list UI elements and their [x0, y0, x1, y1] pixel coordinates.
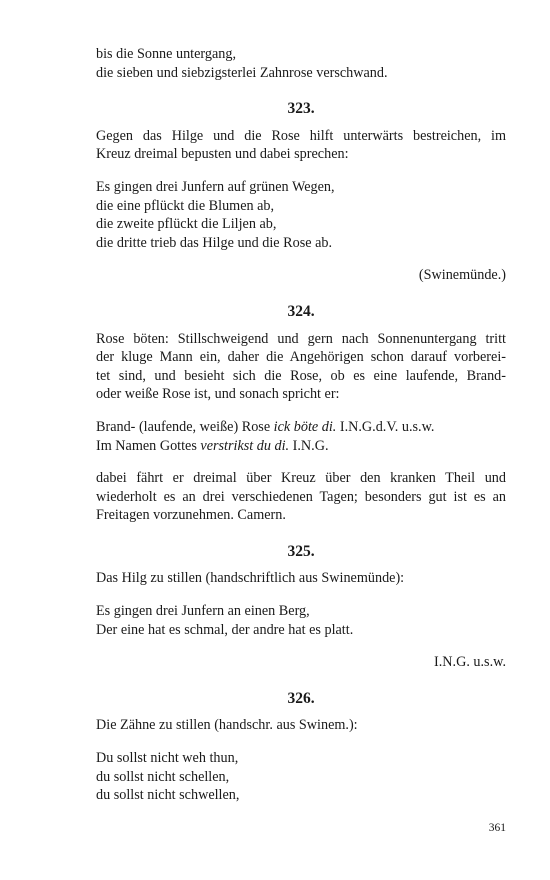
section-323-verse	[96, 178, 506, 252]
verse-text: I.N.G.	[289, 437, 329, 454]
section-323-intro	[96, 127, 506, 164]
verse-line	[96, 437, 506, 456]
verse-italic: ick böte di.	[273, 418, 337, 435]
verse-line: Es gingen drei Junfern auf grünen Wegen,	[96, 178, 335, 195]
section-number-323: 323.	[287, 100, 315, 118]
section-324-outro	[96, 469, 506, 525]
verse-line: du sollst nicht schwellen,	[96, 787, 240, 804]
section-325-intro: Das Hilg zu stillen (handschriftlich aus Swinemünde):	[96, 570, 405, 587]
verse-line: bis die Sonne untergang,	[96, 46, 237, 62]
section-326-intro: Die Zähne zu stillen (handschr. aus Swinem.):	[96, 717, 358, 734]
section-325-verse	[96, 602, 506, 639]
verse-line: Es gingen drei Junfern an einen Berg,	[96, 603, 310, 620]
section-326-verse	[96, 749, 506, 805]
section-325-closing: I.N.G. u.s.w.	[434, 654, 506, 671]
text-line: wiederholt es an drei verschiedenen Tagen; besonders gut ist es an	[96, 488, 506, 505]
verse-line: die zweite pflückt die Liljen ab,	[96, 216, 277, 233]
section-number-324: 324.	[287, 302, 315, 320]
text-line: Kreuz dreimal bepusten und dabei sprechen:	[96, 146, 349, 163]
verse-text: Im Namen Gottes	[96, 437, 201, 454]
section-324-verse	[96, 418, 506, 455]
text-line: Gegen das Hilge und die Rose hilft unterwärts bestreichen, im	[96, 127, 506, 144]
text-line: der kluge Mann ein, daher die Angehörigen schon darauf vorberei-	[96, 349, 506, 366]
text-line: dabei fährt er dreimal über Kreuz über den kranken Theil und	[96, 470, 506, 487]
verse-line: die sieben und siebzigsterlei Zahnrose verschwand.	[96, 64, 388, 81]
section-number-325: 325.	[287, 542, 315, 560]
section-324-intro	[96, 330, 506, 404]
verse-text: Brand- (laufende, weiße) Rose	[96, 418, 274, 435]
text-line: oder weiße Rose ist, und sonach spricht er:	[96, 386, 340, 403]
verse-line: Du sollst nicht weh thun,	[96, 750, 239, 767]
page-body	[96, 45, 506, 805]
verse-italic: verstrikst du di.	[200, 437, 290, 454]
page-number: 361	[488, 822, 506, 834]
verse-text: I.N.G.d.V. u.s.w.	[336, 418, 435, 435]
section-323-source: (Swinemünde.)	[418, 267, 506, 284]
verse-line: die dritte trieb das Hilge und die Rose ab.	[96, 234, 333, 251]
text-line: Freitagen vorzunehmen. Camern.	[96, 507, 286, 524]
verse-line: du sollst nicht schellen,	[96, 768, 230, 785]
section-number-326: 326.	[287, 689, 315, 707]
continued-verse	[96, 45, 506, 82]
verse-line: die eine pflückt die Blumen ab,	[96, 197, 275, 214]
verse-line: Der eine hat es schmal, der andre hat es platt.	[96, 621, 354, 638]
verse-line	[96, 418, 506, 437]
text-line: tet sind, und besieht sich die Rose, ob es eine laufende, Brand-	[96, 367, 506, 384]
text-line: Rose böten: Stillschweigend und gern nach Sonnenuntergang tritt	[96, 330, 506, 347]
